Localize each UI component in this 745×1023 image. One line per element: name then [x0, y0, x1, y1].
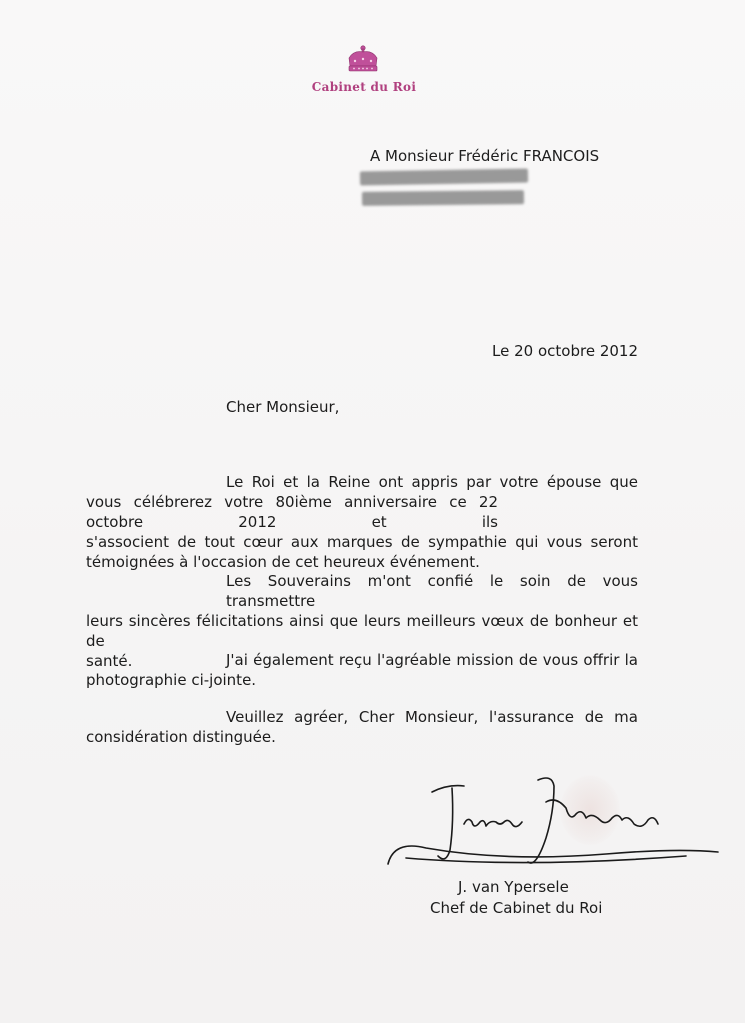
- redacted-city-line: [362, 190, 524, 206]
- paragraph-1: [86, 472, 638, 572]
- crown-icon: [345, 44, 381, 76]
- redacted-address-line: [360, 169, 528, 186]
- handwritten-signature: [386, 772, 726, 882]
- paragraph-line: Veuillez agréer, Cher Monsieur, l'assurance de ma: [226, 708, 638, 726]
- signatory-name: J. van Ypersele: [458, 878, 569, 896]
- paragraph-line: considération distinguée.: [86, 728, 276, 746]
- paragraph-line: Le Roi et la Reine ont appris par votre épouse que: [226, 473, 638, 491]
- letterhead-office: Cabinet du Roi: [311, 80, 417, 94]
- paragraph-line: vous célébrerez votre 80ième anniversaire ce 22 octobre 2012 et ils: [86, 493, 498, 531]
- paragraph-line: santé.: [86, 652, 133, 670]
- recipient-name: A Monsieur Frédéric FRANCOIS: [370, 147, 600, 165]
- paragraph-line: photographie ci-jointe.: [86, 671, 257, 689]
- paragraph-line: Les Souverains m'ont confié le soin de vous transmettre: [226, 572, 638, 610]
- salutation: Cher Monsieur,: [226, 398, 340, 416]
- paragraph-line: s'associent de tout cœur aux marques de sympathie qui vous seront: [86, 533, 638, 551]
- signatory-title: Chef de Cabinet du Roi: [430, 899, 603, 917]
- paragraph-4: [86, 707, 638, 747]
- paragraph-line: J'ai également reçu l'agréable mission de vous offrir la: [226, 651, 638, 669]
- letter-date: Le 20 octobre 2012: [492, 342, 638, 360]
- paragraph-line: témoignées à l'occasion de cet heureux événement.: [86, 553, 480, 571]
- paragraph-line: leurs sincères félicitations ainsi que leurs meilleurs vœux de bonheur et de: [86, 612, 638, 650]
